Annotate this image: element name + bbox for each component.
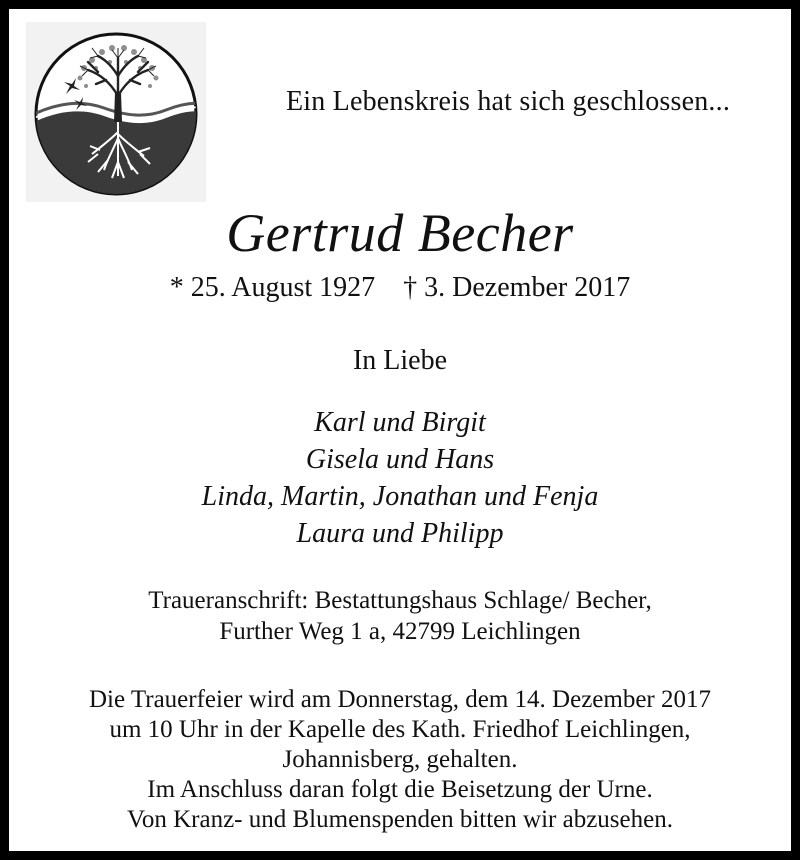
service-info: [0, 685, 800, 835]
service-line: Von Kranz- und Blumenspenden bitten wir abzusehen.: [127, 806, 673, 833]
family-line: Laura und Philipp: [296, 518, 504, 549]
life-dates: [0, 272, 800, 304]
in-love-heading: In Liebe: [352, 345, 448, 376]
family-line: Linda, Martin, Jonathan und Fenja: [201, 481, 599, 512]
family-list: [0, 404, 800, 552]
mourning-address: [0, 585, 800, 647]
deceased-name: Gertrud Becher: [226, 203, 574, 263]
tree-of-life-circle-icon: [26, 22, 206, 202]
death-date: † 3. Dezember 2017: [403, 272, 631, 303]
family-line: Karl und Birgit: [314, 407, 486, 438]
service-line: Die Trauerfeier wird am Donnerstag, dem 14. Dezember 2017: [88, 686, 712, 713]
motto-text: Ein Lebenskreis hat sich geschlossen...: [285, 86, 731, 117]
service-line: um 10 Uhr in der Kapelle des Kath. Friedhof Leichlingen,: [109, 716, 691, 743]
service-line: Johannisberg, gehalten.: [282, 746, 518, 773]
birth-date: * 25. August 1927: [169, 272, 376, 303]
service-line: Im Anschluss daran folgt die Beisetzung der Urne.: [147, 776, 653, 803]
address-line: Traueranschrift: Bestattungshaus Schlage/ Becher,: [148, 587, 652, 614]
family-line: Gisela und Hans: [305, 444, 495, 475]
address-line: Further Weg 1 a, 42799 Leichlingen: [219, 618, 581, 645]
